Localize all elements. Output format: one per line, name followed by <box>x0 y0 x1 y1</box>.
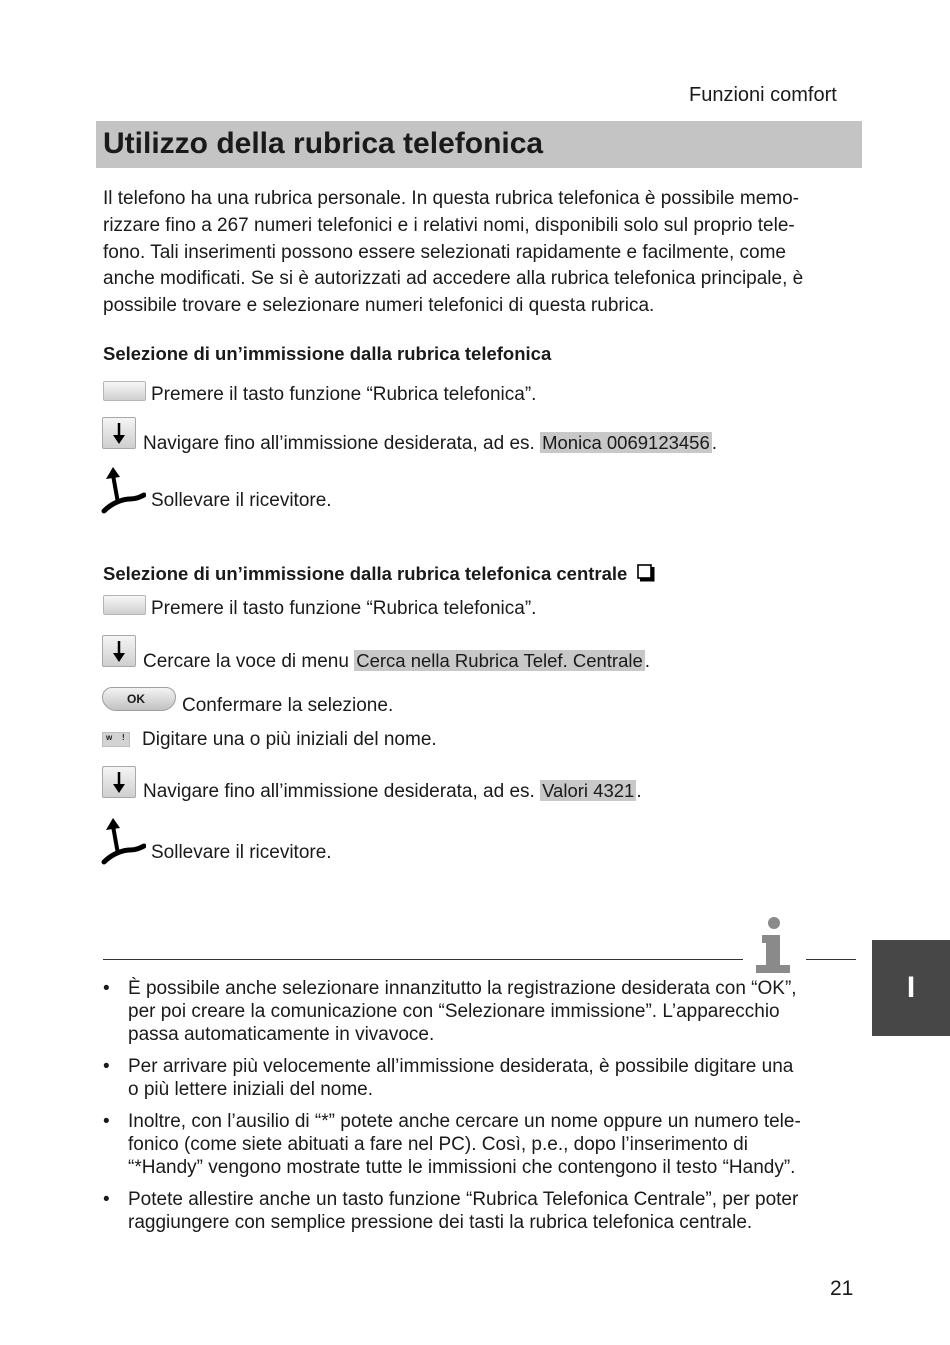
section-header: Funzioni comfort <box>689 84 837 106</box>
intro-paragraph <box>103 186 863 320</box>
info-icon <box>752 915 796 975</box>
arrow-down-key-icon <box>102 766 136 798</box>
handset-lift-icon <box>100 816 146 866</box>
display-text: Monica 0069123456 <box>542 432 710 453</box>
list-item: • Per arrivare più velocemente all’immissione desiderata, è possibile digitare una o più lettere iniziali del nome. <box>103 1055 863 1101</box>
step-text: Navigare fino all’immissione desiderata, ad es. Monica 0069123456 . <box>143 432 718 454</box>
intro-line: rizzare fino a 267 numeri telefonici e i relativi nomi, disponibili solo sul proprio tele- <box>103 214 795 236</box>
section2-heading: Selezione di un’immissione dalla rubrica telefonica centrale <box>103 563 656 585</box>
info-divider <box>806 959 856 960</box>
step-text: Premere il tasto funzione “Rubrica telefonica”. <box>151 384 537 405</box>
page-number: 21 <box>830 1277 854 1300</box>
function-key-icon <box>103 381 146 401</box>
handset-lift-icon <box>100 465 146 515</box>
step-text: Sollevare il ricevitore. <box>151 842 332 863</box>
info-divider <box>103 959 743 960</box>
intro-line: possibile trovare e selezionare numeri telefonici di questa rubrica. <box>103 295 655 317</box>
title-bar <box>96 121 862 168</box>
display-text: Valori 4321 <box>542 780 635 801</box>
section1-heading: Selezione di un’immissione dalla rubrica telefonica <box>103 343 552 364</box>
intro-line: anche modificati. Se si è autorizzati ad accedere alla rubrica telefonica principale, è <box>103 268 804 290</box>
display-text: Cerca nella Rubrica Telef. Centrale <box>356 650 643 671</box>
step-text: Premere il tasto funzione “Rubrica telefonica”. <box>151 598 537 619</box>
language-tab: I <box>872 940 950 1036</box>
step-text: Sollevare il ricevitore. <box>151 490 332 511</box>
arrow-down-key-icon <box>102 417 136 449</box>
intro-line: Il telefono ha una rubrica personale. In questa rubrica telefonica è possibile memo- <box>103 188 800 209</box>
page-title: Utilizzo della rubrica telefonica <box>103 127 544 160</box>
step-text: Confermare la selezione. <box>182 695 394 716</box>
list-item: • È possibile anche selezionare innanzitutto la registrazione desiderata con “OK”, per poi creare la comunicazione con “Selezionare immissione”. L’apparecchio passa automaticamente in vivavoce. <box>103 977 863 1046</box>
checkbox-icon <box>636 563 656 583</box>
list-item: • Inoltre, con l’ausilio di “*” potete anche cercare un nome oppure un numero tele- fonico (come siete abituati a fare nel PC). Così, p.e., dopo l’inserimento di “*Handy” vengono mostrate tutte le immissioni che contengono il testo “Handy”. <box>103 1110 863 1179</box>
intro-line: fono. Tali inserimenti possono essere selezionati rapidamente e facilmente, come <box>103 241 786 263</box>
function-key-icon <box>103 595 146 615</box>
step-text: Navigare fino all’immissione desiderata, ad es. Valori 4321 . <box>143 780 642 802</box>
list-item: • Potete allestire anche un tasto funzione “Rubrica Telefonica Centrale”, per poter raggiungere con semplice pressione dei tasti la rubrica telefonica centrale. <box>103 1188 863 1234</box>
step-text: Digitare una o più iniziali del nome. <box>142 729 437 750</box>
arrow-down-key-icon <box>102 635 136 667</box>
ok-key-icon: OK <box>102 687 176 711</box>
keypad-icon: w ! <box>102 732 130 747</box>
info-bullet-list <box>103 977 863 1243</box>
step-text: Cercare la voce di menu Cerca nella Rubrica Telef. Centrale . <box>143 650 651 672</box>
